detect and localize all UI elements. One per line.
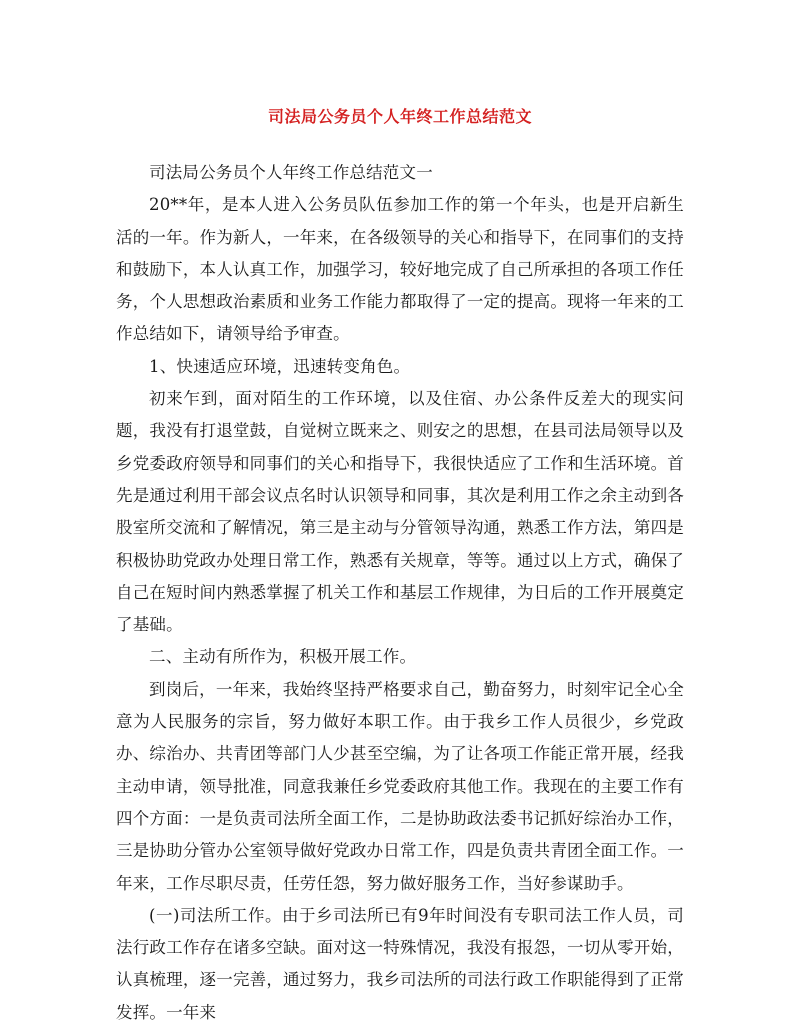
paragraph-heading-2: 二、主动有所作为，积极开展工作。 [149, 647, 417, 667]
paragraph-heading-1: 1、快速适应环境，迅速转变角色。 [149, 356, 411, 376]
paragraph-work: 到岗后，一年来，我始终坚持严格要求自己，勤奋努力，时刻牢记全心全意为人民服务的宗旨，努力做好本职工作。由于我乡工作人员很少，乡党政办、综治办、共青团等部门人少甚至空编，为了让各项工作能正常开展，经我主动申请，领导批准，同意我兼任乡党委政府其他工作。我现在的主要工作有四个方面：一是负责司法所全面工作，二是协助政法委书记抓好综治办工作，三是协助分管办公室领导做好党政办日常工作，四是负责共青团全面工作。一年来，工作尽职尽责，任劳任怨，努力做好服务工作，当好参谋助手。 [116, 679, 684, 893]
paragraph-judicial-office: (一)司法所工作。由于乡司法所已有9年时间没有专职司法工作人员，司法行政工作存在诸多空缺。面对这一特殊情况，我没有报怨，一切从零开始，认真梳理，逐一完善，通过努力，我乡司法所的司法行政工作职能得到了正常发挥。一年来 [116, 905, 684, 1022]
paragraph-intro: 20**年，是本人进入公务员队伍参加工作的第一个年头，也是开启新生活的一年。作为新人，一年来，在各级领导的关心和指导下，在同事们的支持和鼓励下，本人认真工作，加强学习，较好地完成了自己所承担的各项工作任务，个人思想政治素质和业务工作能力都取得了一定的提高。现将一年来的工作总结如下，请领导给予审查。 [116, 195, 684, 344]
paragraph-subtitle: 司法局公务员个人年终工作总结范文一 [149, 163, 433, 182]
document-title: 司法局公务员个人年终工作总结范文 [267, 107, 532, 126]
paragraph-adaptation: 初来乍到，面对陌生的工作环境，以及住宿、办公条件反差大的现实问题，我没有打退堂鼓，自觉树立既来之、则安之的思想，在县司法局领导以及乡党委政府领导和同事们的关心和指导下，我很快适应了工作和生活环境。首先是通过利用干部会议点名时认识领导和同事，其次是利用工作之余主动到各股室所交流和了解情况，第三是主动与分管领导沟通，熟悉工作方法，第四是积极协助党政办处理日常工作，熟悉有关规章，等等。通过以上方式，确保了自己在短时间内熟悉掌握了机关工作和基层工作规律，为日后的工作开展奠定了基础。 [116, 389, 684, 635]
document-body [116, 157, 684, 1029]
